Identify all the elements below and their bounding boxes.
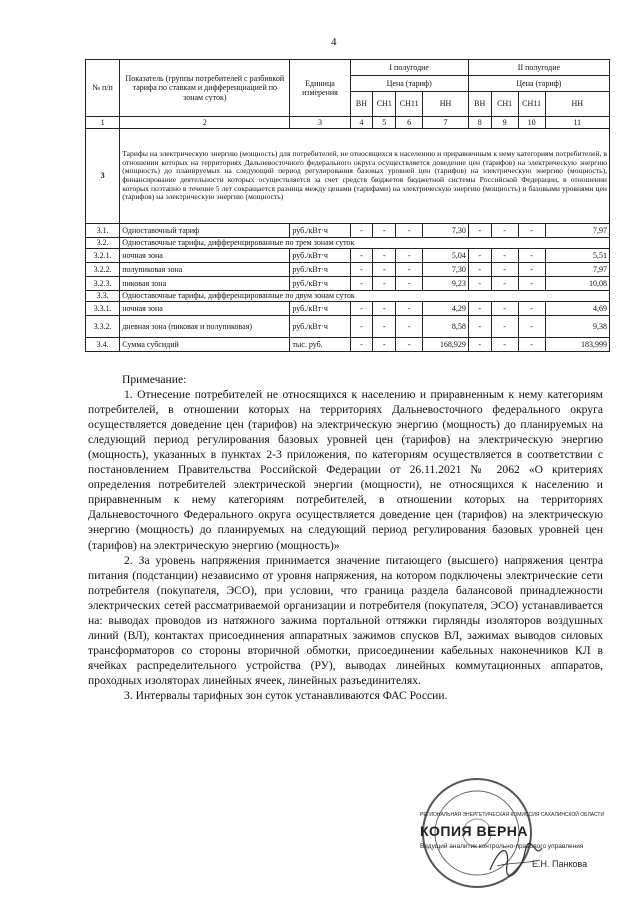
header-price-1: Цена (тариф) bbox=[350, 76, 468, 92]
table-row bbox=[86, 302, 610, 316]
colnum: 10 bbox=[518, 117, 545, 129]
row-unit: руб./кВт·ч bbox=[290, 302, 350, 316]
row-value: - bbox=[491, 302, 518, 316]
row-value: - bbox=[373, 302, 396, 316]
row-value: 168,929 bbox=[423, 338, 469, 352]
row-value: 8,58 bbox=[423, 316, 469, 338]
row-num: 3.1. bbox=[86, 224, 120, 238]
row-value: 5,51 bbox=[545, 249, 609, 263]
colnum: 1 bbox=[86, 117, 120, 129]
row-value: - bbox=[491, 224, 518, 238]
colnum: 6 bbox=[396, 117, 423, 129]
row-value: - bbox=[468, 249, 491, 263]
notes-label: Примечание: bbox=[122, 373, 187, 386]
colnum: 5 bbox=[373, 117, 396, 129]
row-value: - bbox=[518, 277, 545, 291]
table-row bbox=[86, 249, 610, 263]
row-value: - bbox=[373, 316, 396, 338]
row-name: ночная зона bbox=[120, 302, 290, 316]
row-value: 9,38 bbox=[545, 316, 609, 338]
row-value: - bbox=[491, 249, 518, 263]
header-unit: Единица измерения bbox=[290, 60, 350, 117]
row-value: - bbox=[350, 277, 373, 291]
row-value: 7,97 bbox=[545, 224, 609, 238]
row-value: - bbox=[396, 263, 423, 277]
tariff-rows bbox=[86, 224, 610, 352]
table-row bbox=[86, 338, 610, 352]
row-value: - bbox=[350, 249, 373, 263]
header-sub: НН bbox=[423, 92, 469, 117]
row-value: - bbox=[350, 316, 373, 338]
row-num: 3.2.2. bbox=[86, 263, 120, 277]
row-name: Одноставочный тариф bbox=[120, 224, 290, 238]
section-title: Тарифы на электрическую энергию (мощность) для потребителей, не относящихся к населению и приравненным к нему категориям потребителей, в отношении которых на территориях Дальневосточного федерального округа осуществляется доведение цен (тарифов) на электрическую энергию (мощность) до планируемых на следующий период регулирования базовых уровней цен (тарифов) на электрическую энергию (мощность), финансирование деятельности которых осуществляется за счет средств бюджетов бюджетной системы Российской Федерации, в отношении которых поэтапно в течение 5 лет сокращается разница между ценами (тарифами) на электрическую энергию (мощность) и базовыми уровнями цен (тарифов) на электрическую энергию (мощность) bbox=[120, 129, 610, 224]
notes bbox=[88, 372, 603, 703]
table-row bbox=[86, 224, 610, 238]
stamp-role: Ведущий аналитик контрольно-правового управления bbox=[420, 843, 584, 850]
row-value: - bbox=[518, 263, 545, 277]
row-group-title: Одноставочные тарифы, дифференцированные по трем зонам суток bbox=[120, 238, 610, 249]
row-value: - bbox=[396, 224, 423, 238]
row-value: - bbox=[468, 263, 491, 277]
header-sub: СН1 bbox=[491, 92, 518, 117]
header-sub: НН bbox=[545, 92, 609, 117]
row-num: 3.3.2. bbox=[86, 316, 120, 338]
row-value: - bbox=[468, 302, 491, 316]
header-half2: II полугодие bbox=[468, 60, 609, 76]
header-sub: ВН bbox=[350, 92, 373, 117]
header-sub: ВН bbox=[468, 92, 491, 117]
colnum: 4 bbox=[350, 117, 373, 129]
stamp-org: РЕГИОНАЛЬНАЯ ЭНЕРГЕТИЧЕСКАЯ КОМИССИЯ САХАЛИНСКОЙ ОБЛАСТИ bbox=[420, 812, 605, 818]
row-value: 4,29 bbox=[423, 302, 469, 316]
colnum: 8 bbox=[468, 117, 491, 129]
page-number: 4 bbox=[331, 36, 337, 48]
row-unit: тыс. руб. bbox=[290, 338, 350, 352]
note-1: 1. Отнесение потребителей не относящихся к населению и приравненным к нему категориям потребителей, в отношении которых на территориях Дальневосточного федерального округа осуществляется доведение цен (тарифов) на электрическую энергию (мощность) до планируемых на следующий период регулирования базовых уровней цен (тарифов) на электрическую энергию (мощность), указанных в пунктах 2-3 приложения, по категориям осуществляется в соответствии с постановлением Правительства Российской Федерации от 26.11.2021 № 2062 «О критериях определения потребителей электрической энергии (мощности), не относящихся к населению и приравненным к нему категориям потребителей, в отношении которых на территориях Дальневосточного Федерального округа осуществляется доведение цен (тарифов) на электрическую энергию (мощность) до планируемых на следующий период регулирования базовых уровней цен (тарифов) на электрическую энергию (мощность)» bbox=[88, 388, 603, 552]
signature bbox=[485, 840, 545, 880]
header-half1: I полугодие bbox=[350, 60, 468, 76]
row-value: - bbox=[396, 277, 423, 291]
row-name: полупиковая зона bbox=[120, 263, 290, 277]
row-value: - bbox=[350, 263, 373, 277]
row-value: - bbox=[491, 263, 518, 277]
row-unit: руб./кВт·ч bbox=[290, 277, 350, 291]
row-value: - bbox=[396, 338, 423, 352]
row-value: 7,30 bbox=[423, 224, 469, 238]
row-value: 5,04 bbox=[423, 249, 469, 263]
note-2: 2. За уровень напряжения принимается значение питающего (высшего) напряжения центра питания (подстанции) независимо от уровня напряжения, на котором подключены электрические сети потребителя (покупателя, ЭСО), при условии, что граница раздела балансовой принадлежности электрических сетей рассматриваемой организации и потребителя (покупателя, ЭСО) устанавливается на: выводах проводов из натяжного зажима портальной оттяжки гирлянды изоляторов воздушных линий (ВЛ), контактах присоединения аппаратных зажимов спусков ВЛ, зажимах выводов силовых трансформаторов со стороны вторичной обмотки, присоединении кабельных наконечников КЛ в ячейках распределительного устройства (РУ), выводах линейных коммутационных аппаратов, проходных изоляторах линейных ячеек, линейных разъединителях. bbox=[88, 553, 603, 687]
row-value: - bbox=[396, 316, 423, 338]
row-value: - bbox=[518, 302, 545, 316]
table-row bbox=[86, 238, 610, 249]
table-row bbox=[86, 263, 610, 277]
row-value: - bbox=[491, 277, 518, 291]
row-value: - bbox=[350, 224, 373, 238]
row-value: - bbox=[518, 338, 545, 352]
header-num: № п/п bbox=[86, 60, 120, 117]
row-value: 183,999 bbox=[545, 338, 609, 352]
row-num: 3.3. bbox=[86, 291, 120, 302]
row-num: 3.2.3. bbox=[86, 277, 120, 291]
colnum: 11 bbox=[545, 117, 609, 129]
row-value: - bbox=[468, 338, 491, 352]
row-unit: руб./кВт·ч bbox=[290, 263, 350, 277]
colnum: 9 bbox=[491, 117, 518, 129]
row-value: - bbox=[468, 277, 491, 291]
colnum: 7 bbox=[423, 117, 469, 129]
row-unit: руб./кВт·ч bbox=[290, 316, 350, 338]
row-value: - bbox=[373, 224, 396, 238]
table-row bbox=[86, 291, 610, 302]
row-value: 7,97 bbox=[545, 263, 609, 277]
stamp-name: Е.Н. Панкова bbox=[532, 859, 588, 869]
section-num: 3 bbox=[86, 129, 120, 224]
row-value: - bbox=[468, 316, 491, 338]
row-value: 4,69 bbox=[545, 302, 609, 316]
row-value: - bbox=[518, 224, 545, 238]
row-name: пиковая зона bbox=[120, 277, 290, 291]
tariff-table bbox=[85, 59, 610, 352]
colnum: 2 bbox=[120, 117, 290, 129]
row-num: 3.2. bbox=[86, 238, 120, 249]
row-unit: руб./кВт·ч bbox=[290, 224, 350, 238]
row-value: - bbox=[350, 302, 373, 316]
row-value: - bbox=[373, 338, 396, 352]
row-value: - bbox=[373, 249, 396, 263]
row-unit: руб./кВт·ч bbox=[290, 249, 350, 263]
header-price-2: Цена (тариф) bbox=[468, 76, 609, 92]
row-num: 3.2.1. bbox=[86, 249, 120, 263]
row-value: 10,08 bbox=[545, 277, 609, 291]
stamp-copy-certified: КОПИЯ ВЕРНА bbox=[420, 823, 529, 839]
note-3: 3. Интервалы тарифных зон суток устанавливаются ФАС России. bbox=[124, 688, 448, 702]
row-num: 3.4. bbox=[86, 338, 120, 352]
row-value: - bbox=[396, 302, 423, 316]
colnum: 3 bbox=[290, 117, 350, 129]
row-name: дневная зона (пиковая и полупиковая) bbox=[120, 316, 290, 338]
table-row bbox=[86, 316, 610, 338]
row-value: - bbox=[396, 249, 423, 263]
row-value: - bbox=[518, 316, 545, 338]
row-value: - bbox=[350, 338, 373, 352]
header-indicator: Показатель (группы потребителей с разбивкой тарифа по ставкам и дифференциацией по зонам суток) bbox=[120, 60, 290, 117]
row-value: - bbox=[373, 277, 396, 291]
row-value: 9,23 bbox=[423, 277, 469, 291]
table-row bbox=[86, 277, 610, 291]
row-value: - bbox=[373, 263, 396, 277]
row-name: ночная зона bbox=[120, 249, 290, 263]
row-value: - bbox=[491, 316, 518, 338]
row-value: - bbox=[491, 338, 518, 352]
row-value: - bbox=[468, 224, 491, 238]
row-name: Сумма субсидий bbox=[120, 338, 290, 352]
row-num: 3.3.1. bbox=[86, 302, 120, 316]
header-sub: СН11 bbox=[396, 92, 423, 117]
row-value: 7,30 bbox=[423, 263, 469, 277]
header-sub: СН1 bbox=[373, 92, 396, 117]
row-group-title: Одноставочные тарифы, дифференцированные по двум зонам суток bbox=[120, 291, 610, 302]
header-sub: СН11 bbox=[518, 92, 545, 117]
row-value: - bbox=[518, 249, 545, 263]
